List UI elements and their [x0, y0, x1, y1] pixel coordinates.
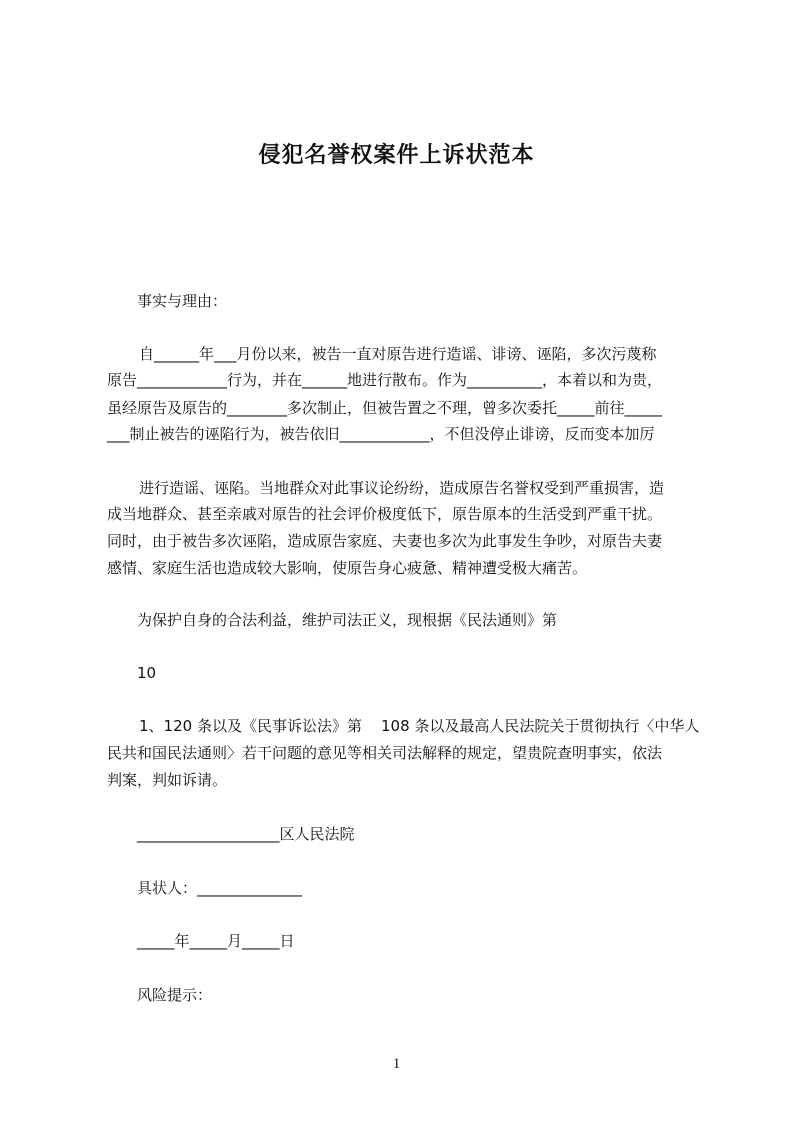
paragraph-1-line-1: 自______年___月份以来，被告一直对原告进行造谣、诽谤、诬陷，多次污蔑称: [139, 345, 657, 363]
paragraph-2-line-1: 进行造谣、诬陷。当地群众对此事议论纷纷，造成原告名誉权受到严重损害，造: [139, 479, 665, 497]
paragraph-2-line-3: 同时，由于被告多次诬陷，造成原告家庭、夫妻也多次为此事发生争吵，对原告夫妻: [107, 532, 663, 550]
court-line: ___________________区人民法院: [137, 825, 355, 843]
paragraph-2-line-4: 感情、家庭生活也造成较大影响，使原告身心疲惫、精神遭受极大痛苦。: [107, 559, 588, 577]
paragraph-5-line-3: 判案，判如诉请。: [107, 771, 228, 789]
document-title: 侵犯名誉权案件上诉状范本: [258, 143, 535, 168]
paragraph-2-line-2: 成当地群众、甚至亲戚对原告的社会评价极度低下，原告原本的生活受到严重干扰。: [107, 505, 663, 523]
paragraph-1-line-3: 虽经原告及原告的________多次制止，但被告置之不理，曾多次委托_____前往_____: [107, 399, 663, 417]
paragraph-3: 为保护自身的合法利益，维护司法正义，现根据《民法通则》第: [137, 611, 558, 629]
risk-warning-heading: 风险提示：: [137, 986, 213, 1004]
paragraph-4: 10: [137, 664, 157, 682]
paragraph-5-line-1: 1、120 条以及《民事诉讼法》第 108 条以及最高人民法院关于贯彻执行〈中华人: [139, 717, 700, 735]
paragraph-5-line-2: 民共和国民法通则〉若干问题的意见等相关司法解释的规定，望贵院查明事实，依法: [107, 744, 663, 762]
date-line: _____年_____月_____日: [137, 932, 295, 950]
paragraph-1-line-4: ___制止被告的诬陷行为，被告依旧____________，不但没停止诽谤，反而变本加厉: [107, 425, 655, 443]
paragraph-1-line-2: 原告____________行为，并在______地进行散布。作为__________，本着以和为贵，: [107, 371, 663, 389]
signer-line: 具状人：______________: [137, 879, 303, 897]
page-number: 1: [392, 1056, 401, 1072]
section-heading-facts-and-reasons: 事实与理由：: [137, 292, 228, 310]
